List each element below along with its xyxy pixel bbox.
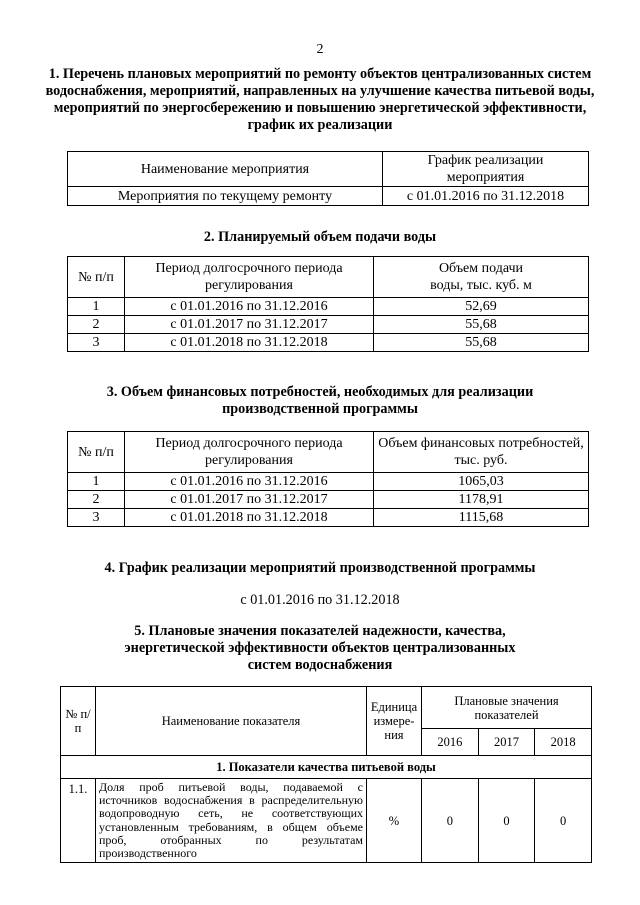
section-1-heading: 1. Перечень плановых мероприятий по ремонту объектов централизованных систем водоснабжения, мероприятий, направленных на улучшение качества питьевой воды, мероприятий по энергосбережению и повышению энергетической эффективности, график их реализации — [45, 66, 595, 133]
table-row — [68, 334, 589, 352]
ind-row-2016: 0 — [422, 779, 479, 863]
fin-value: 1065,03 — [374, 473, 589, 491]
wv-col-value: Объем подачи воды, тыс. куб. м — [374, 257, 589, 298]
wv-num: 3 — [68, 334, 125, 352]
fin-period: с 01.01.2018 по 31.12.2018 — [125, 509, 374, 527]
ind-year: 2018 — [535, 729, 592, 756]
ind-year: 2017 — [478, 729, 535, 756]
indicators-table — [60, 686, 592, 863]
wv-value: 55,68 — [374, 334, 589, 352]
section-2-heading: 2. Планируемый объем подачи воды — [203, 229, 437, 245]
section-3-heading: 3. Объем финансовых потребностей, необходимых для реализации производственной программы — [106, 384, 534, 417]
wv-value: 55,68 — [374, 316, 589, 334]
ind-row-num: 1.1. — [61, 779, 96, 863]
table-row — [68, 509, 589, 527]
wv-period: с 01.01.2017 по 31.12.2017 — [125, 316, 374, 334]
wv-num: 2 — [68, 316, 125, 334]
fin-num: 2 — [68, 491, 125, 509]
ind-year: 2016 — [422, 729, 479, 756]
fin-value: 1115,68 — [374, 509, 589, 527]
ind-row-unit: % — [367, 779, 422, 863]
events-col-schedule: График реализации мероприятия — [383, 152, 589, 187]
section-4-heading: 4. График реализации мероприятий производственной программы — [104, 560, 536, 576]
table-row — [68, 473, 589, 491]
fin-period: с 01.01.2017 по 31.12.2017 — [125, 491, 374, 509]
ind-row-name: Доля проб питьевой воды, подаваемой с источников водоснабжения в распределительную водопроводную сеть, не соответствующих установленным требованиям, в общем объеме проб, отобранных по результатам производственного — [96, 779, 367, 863]
wv-period: с 01.01.2018 по 31.12.2018 — [125, 334, 374, 352]
wv-period: с 01.01.2016 по 31.12.2016 — [125, 298, 374, 316]
events-col-name: Наименование мероприятия — [68, 152, 383, 187]
ind-col-num: № п/п — [61, 687, 96, 756]
wv-num: 1 — [68, 298, 125, 316]
fin-num: 3 — [68, 509, 125, 527]
water-volume-table — [67, 256, 589, 352]
fin-num: 1 — [68, 473, 125, 491]
table-row — [61, 779, 592, 863]
fin-col-num: № п/п — [68, 432, 125, 473]
fin-col-value: Объем финансовых потребностей, тыс. руб. — [374, 432, 589, 473]
ind-col-unit: Единица измере-ния — [367, 687, 422, 756]
ind-row-2017: 0 — [478, 779, 535, 863]
section-5-heading: 5. Плановые значения показателей надежности, качества, энергетической эффективности объектов централизованных систем водоснабжения — [124, 623, 516, 673]
table-row — [68, 298, 589, 316]
table-row — [68, 316, 589, 334]
wv-col-period: Период долгосрочного периода регулирования — [125, 257, 374, 298]
wv-value: 52,69 — [374, 298, 589, 316]
events-row-name: Мероприятия по текущему ремонту — [68, 187, 383, 206]
fin-value: 1178,91 — [374, 491, 589, 509]
fin-col-period: Период долгосрочного периода регулирования — [125, 432, 374, 473]
ind-col-plan: Плановые значения показателей — [422, 687, 592, 729]
ind-col-name: Наименование показателя — [96, 687, 367, 756]
events-table — [67, 151, 589, 206]
financial-table — [67, 431, 589, 527]
wv-col-num: № п/п — [68, 257, 125, 298]
ind-group-quality: 1. Показатели качества питьевой воды — [61, 756, 592, 779]
section-4-period: с 01.01.2016 по 31.12.2018 — [240, 592, 400, 608]
table-row — [68, 491, 589, 509]
page-number: 2 — [316, 42, 324, 57]
fin-period: с 01.01.2016 по 31.12.2016 — [125, 473, 374, 491]
events-row-period: с 01.01.2016 по 31.12.2018 — [383, 187, 589, 206]
ind-row-2018: 0 — [535, 779, 592, 863]
